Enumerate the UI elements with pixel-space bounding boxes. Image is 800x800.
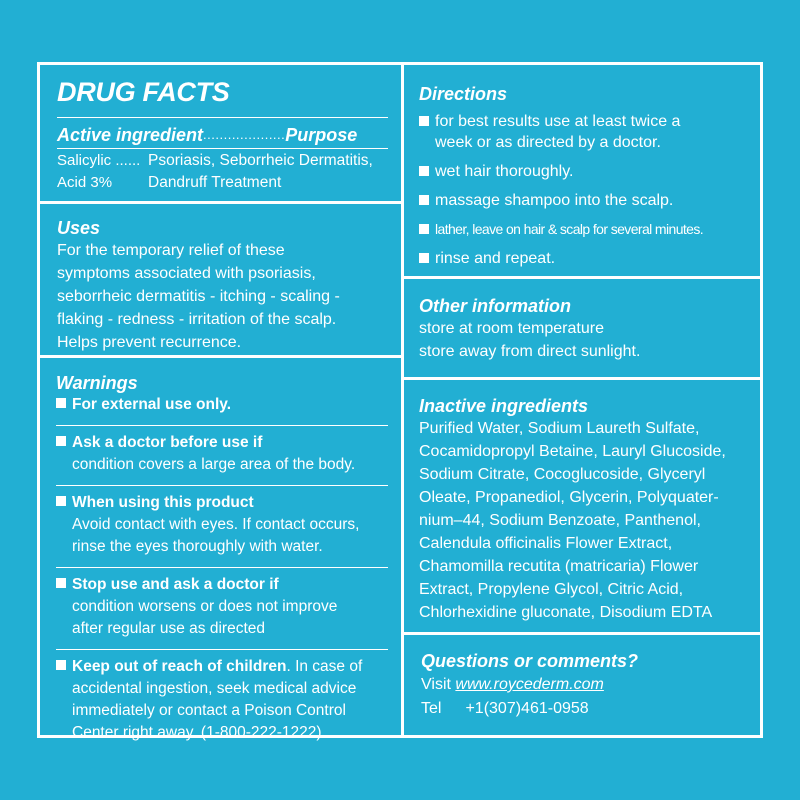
direction-text: for best results use at least twice a — [435, 113, 681, 130]
drug-facts-title: DRUG FACTS — [57, 77, 230, 107]
warning-rule — [56, 485, 388, 486]
warning-lead: Ask a doctor before use if — [72, 434, 263, 451]
tel-label: Tel — [421, 700, 442, 717]
warning-rule — [56, 649, 388, 650]
bullet-square-icon — [419, 166, 429, 176]
phone-number: +1(307)461-0958 — [465, 700, 589, 717]
inactive-ingredients-box — [401, 377, 763, 635]
warning-text: after regular use as directed — [72, 620, 265, 637]
warning-rule — [56, 425, 388, 426]
purpose-line-2: Dandruff Treatment — [148, 174, 282, 191]
direction-item — [419, 219, 760, 240]
other-information-box — [401, 276, 763, 380]
title-rule — [57, 117, 388, 118]
direction-text: week or as directed by a doctor. — [435, 134, 661, 151]
uses-line: Helps prevent recurrence. — [57, 334, 242, 351]
questions-box — [401, 632, 763, 738]
directions-heading: Directions — [419, 84, 508, 104]
uses-line: flaking - redness - irritation of the scalp. — [57, 311, 337, 328]
warnings-box — [37, 355, 404, 741]
inactive-line: Chlorhexidine gluconate, Disodium EDTA — [419, 604, 713, 621]
bullet-square-icon — [56, 398, 66, 408]
other-information-line: store at room temperature — [419, 320, 604, 337]
purpose-label: Purpose — [285, 125, 358, 145]
warning-text: condition covers a large area of the body. — [72, 456, 356, 473]
uses-heading: Uses — [57, 218, 101, 238]
warning-text: immediately or contact a Poison Control — [72, 702, 346, 719]
drug-facts-box — [37, 62, 404, 204]
warning-text: accidental ingestion, seek medical advice — [72, 680, 357, 697]
inactive-line: Calendula officinalis Flower Extract, — [419, 535, 673, 552]
uses-line: For the temporary relief of these — [57, 242, 285, 259]
uses-line: symptoms associated with psoriasis, — [57, 265, 316, 282]
warning-text: rinse the eyes thoroughly with water. — [72, 538, 323, 555]
warning-lead: Keep out of reach of children — [72, 658, 287, 675]
bullet-square-icon — [56, 660, 66, 670]
warning-rule — [56, 567, 388, 568]
warning-inline-text: . In case of — [286, 658, 363, 675]
purpose-line-1: Psoriasis, Seborrheic Dermatitis, — [148, 152, 373, 169]
warning-item — [56, 574, 401, 640]
warning-text: Center right away. (1-800-222-1222) — [72, 724, 322, 741]
warning-lead: Stop use and ask a doctor if — [72, 576, 279, 593]
other-information-heading: Other information — [419, 296, 571, 316]
direction-text: lather, leave on hair & scalp for several minutes. — [435, 221, 704, 237]
warning-item — [56, 492, 401, 558]
warning-item — [56, 394, 401, 416]
ingredient-strength: Acid 3% — [57, 174, 113, 191]
warning-text: condition worsens or does not improve — [72, 598, 338, 615]
uses-line: seborrheic dermatitis - itching - scaling - — [57, 288, 340, 305]
directions-box — [401, 62, 763, 279]
direction-item — [419, 111, 760, 153]
bullet-square-icon — [56, 436, 66, 446]
direction-item — [419, 190, 760, 211]
inactive-line: Purified Water, Sodium Laureth Sulfate, — [419, 420, 700, 437]
warning-lead: For external use only. — [72, 396, 232, 413]
bullet-square-icon — [419, 253, 429, 263]
ingredient-name: Salicylic ...... — [57, 152, 141, 169]
bullet-square-icon — [56, 578, 66, 588]
warning-text: Avoid contact with eyes. If contact occurs, — [72, 516, 360, 533]
active-ingredient-label: Active ingredient — [57, 125, 204, 145]
inactive-line: nium–44, Sodium Benzoate, Panthenol, — [419, 512, 701, 529]
direction-text: massage shampoo into the scalp. — [435, 192, 674, 209]
website-link[interactable]: www.roycederm.com — [455, 676, 604, 693]
bullet-square-icon — [56, 496, 66, 506]
direction-text: rinse and repeat. — [435, 250, 556, 267]
visit-label: Visit — [421, 676, 451, 693]
dot-leader: .................... — [203, 127, 286, 142]
inactive-line: Sodium Citrate, Cocoglucoside, Glyceryl — [419, 466, 706, 483]
uses-box — [37, 201, 404, 358]
warnings-heading: Warnings — [56, 373, 138, 393]
warning-lead: When using this product — [72, 494, 254, 511]
bullet-square-icon — [419, 195, 429, 205]
inactive-line: Chamomilla recutita (matricaria) Flower — [419, 558, 699, 575]
questions-heading: Questions or comments? — [421, 651, 639, 671]
direction-item — [419, 161, 760, 182]
bullet-square-icon — [419, 224, 429, 234]
other-information-line: store away from direct sunlight. — [419, 343, 641, 360]
direction-text: wet hair thoroughly. — [435, 163, 574, 180]
bullet-square-icon — [419, 116, 429, 126]
warning-item — [56, 656, 401, 744]
inactive-ingredients-heading: Inactive ingredients — [419, 396, 589, 416]
inactive-line: Cocamidopropyl Betaine, Lauryl Glucoside, — [419, 443, 726, 460]
inactive-line: Oleate, Propanediol, Glycerin, Polyquater- — [419, 489, 719, 506]
inactive-line: Extract, Propylene Glycol, Citric Acid, — [419, 581, 684, 598]
header-rule — [57, 148, 388, 149]
direction-item — [419, 248, 760, 269]
warning-item — [56, 432, 401, 476]
